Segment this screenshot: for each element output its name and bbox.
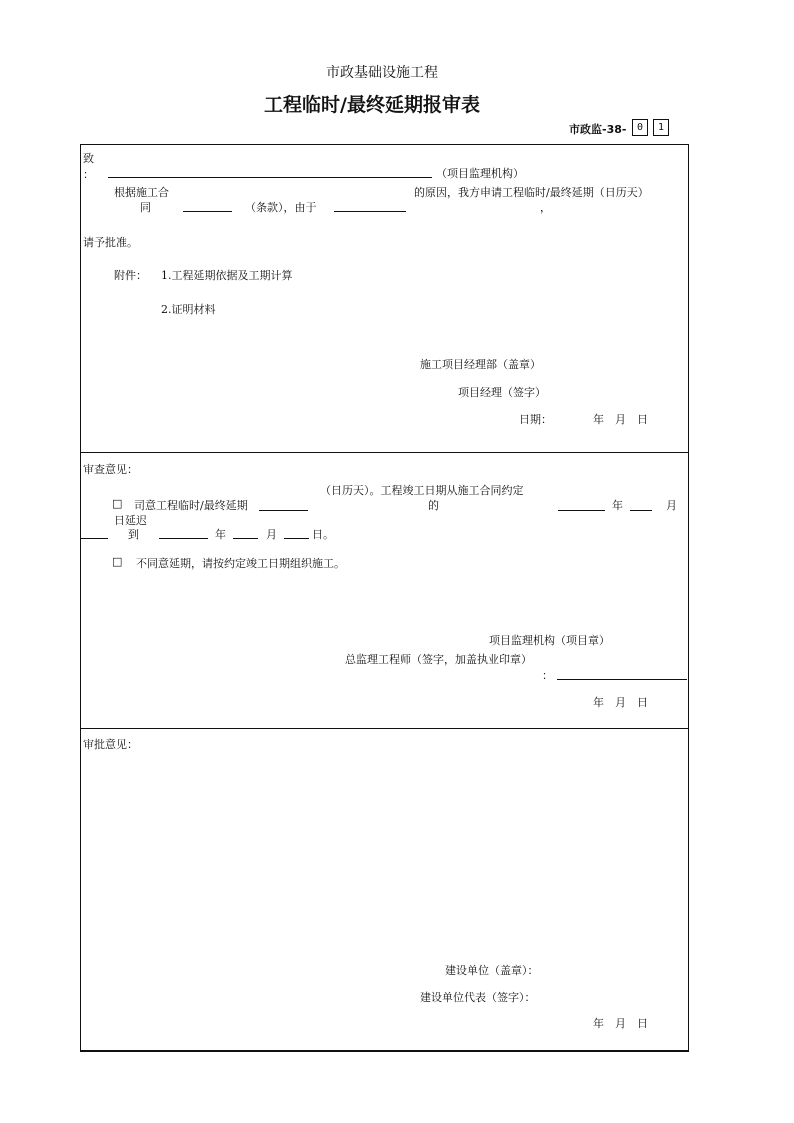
comma-text: ， (540, 201, 551, 214)
review-label: 审查意见： (83, 463, 138, 476)
date-ymd: 年 月 日 (593, 413, 648, 426)
attachment-1: 1.工程延期依据及工期计算 (161, 269, 293, 282)
delay-days-field[interactable] (259, 510, 308, 511)
chief-sign-colon: ： (542, 669, 553, 682)
review-date: 年 月 日 (593, 696, 648, 709)
day-end-text: 日。 (312, 528, 334, 541)
please-approve-text: 请予批准。 (83, 236, 138, 249)
form-code-digit-2: 1 (653, 119, 669, 136)
reason-field[interactable] (334, 211, 406, 212)
supervisor-org-label: （项目监理机构） (436, 167, 524, 180)
new-year-field[interactable] (159, 538, 208, 539)
new-month-label: 月 (266, 528, 277, 541)
to-colon: ： (83, 168, 94, 181)
contract-tong-label: 同 (140, 201, 151, 214)
disagree-checkbox[interactable]: □ (112, 555, 123, 568)
clause-field[interactable] (183, 211, 232, 212)
date-label: 日期： (519, 413, 552, 426)
orig-day-field[interactable] (81, 538, 108, 539)
to-label: 致 (83, 152, 94, 165)
form-title: 工程临时/最终延期报审表 (264, 94, 480, 116)
org-seal-label: 项目监理机构（项目章） (489, 634, 610, 647)
attachment-label: 附件： (114, 269, 147, 282)
attachment-2: 2.证明材料 (161, 303, 216, 316)
agree-text: 司意工程临时/最终延期 (134, 499, 248, 512)
orig-month-label: 月 (666, 499, 677, 512)
chief-sign-label: 总监理工程师（签字，加盖执业印章） (345, 653, 532, 666)
day-delay-text: 日延迟 (114, 514, 147, 527)
orig-month-field[interactable] (630, 510, 652, 511)
new-day-field[interactable] (284, 538, 309, 539)
according-contract-label: 根据施工合 (114, 186, 169, 199)
approval-label: 审批意见： (83, 738, 138, 751)
to-text: 到 (128, 528, 139, 541)
clause-label: （条款），由于 (245, 201, 317, 214)
form-code-digit-1: 0 (632, 119, 648, 136)
owner-seal-label: 建设单位（盖章）： (445, 964, 539, 977)
supervisor-org-field[interactable] (108, 177, 432, 178)
approval-section (80, 728, 689, 1052)
dept-seal-label: 施工项目经理部（盖章） (420, 358, 541, 371)
orig-year-field[interactable] (558, 510, 605, 511)
chief-sign-field[interactable] (557, 679, 687, 680)
approval-date: 年 月 日 (593, 1017, 648, 1030)
new-year-label: 年 (215, 528, 226, 541)
orig-year-label: 年 (612, 499, 623, 512)
reason-text: 的原因，我方申请工程临时/最终延期（日历天） (414, 186, 649, 199)
calendar-days-text: （日历天）。工程竣工日期从施工合同约定 (320, 484, 524, 497)
manager-sign-label: 项目经理（签字） (458, 386, 546, 399)
form-subtitle: 市政基础设施工程 (326, 65, 438, 81)
form-code-prefix: 市政监-38- (569, 123, 627, 136)
agree-checkbox[interactable]: □ (112, 497, 123, 510)
owner-rep-label: 建设单位代表（签字）： (420, 991, 536, 1004)
new-month-field[interactable] (233, 538, 258, 539)
de-text: 的 (428, 499, 439, 512)
disagree-text: 不同意延期，请按约定竣工日期组织施工。 (136, 557, 345, 570)
